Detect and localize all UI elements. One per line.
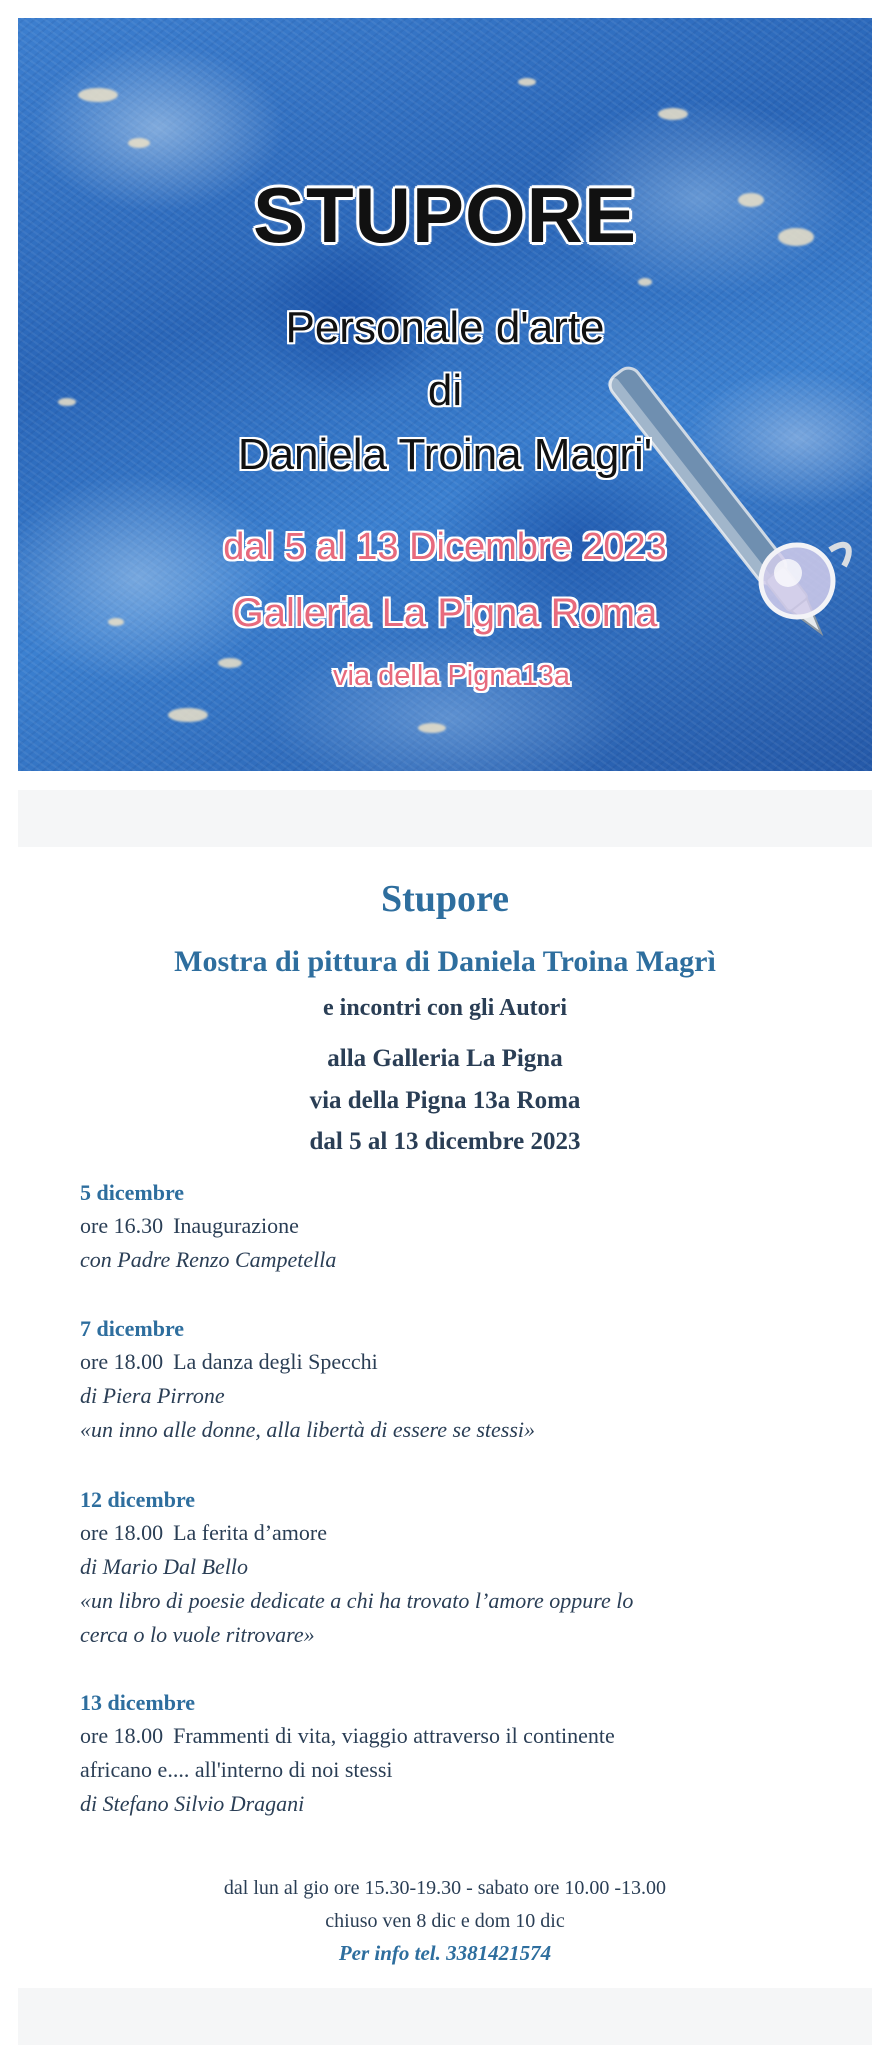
poster-address: via della Pigna13a <box>333 660 571 692</box>
event-item <box>80 1484 840 1652</box>
event-time: ore 18.00 <box>80 1723 164 1748</box>
separator-band <box>18 790 872 847</box>
event-date: 13 dicembre <box>80 1690 196 1715</box>
poster-gallery: Galleria La Pigna Roma <box>232 591 658 635</box>
event-author: di Mario Dal Bello <box>80 1554 249 1579</box>
flyer-venue-line2: via della Pigna 13a Roma <box>309 1087 581 1114</box>
event-flyer <box>0 847 890 1988</box>
event-time: ore 18.00 <box>80 1349 164 1374</box>
event-title: Frammenti di vita, viaggio attraverso il continente <box>173 1723 615 1748</box>
event-time-title <box>80 1516 840 1550</box>
event-author: di Stefano Silvio Dragani <box>80 1791 305 1816</box>
event-title-cont: africano e.... all'interno di noi stessi <box>80 1757 393 1782</box>
opening-hours: dal lun al gio ore 15.30-19.30 - sabato ore 10.00 -13.00 <box>223 1877 667 1899</box>
event-item <box>80 1313 840 1447</box>
event-item <box>80 1177 840 1277</box>
event-host: con Padre Renzo Campetella <box>80 1247 337 1272</box>
event-time: ore 18.00 <box>80 1520 164 1545</box>
poster-subtitle-line2: di <box>427 366 463 415</box>
event-item <box>80 1687 840 1821</box>
event-quote: «un libro di poesie dedicate a chi ha trovato l’amore oppure lo <box>80 1588 634 1613</box>
poster-artist-name: Daniela Troina Magri' <box>237 430 653 479</box>
poster-title: STUPORE <box>252 171 638 259</box>
event-title: La danza degli Specchi <box>173 1349 378 1374</box>
event-quote: «un inno alle donne, alla libertà di essere se stessi» <box>80 1417 536 1442</box>
event-quote-cont: cerca o lo vuole ritrovare» <box>80 1622 315 1647</box>
flyer-venue-line3: dal 5 al 13 dicembre 2023 <box>309 1128 581 1155</box>
event-date: 7 dicembre <box>80 1316 185 1341</box>
flyer-meetings: e incontri con gli Autori <box>323 995 567 1021</box>
event-title: La ferita d’amore <box>173 1520 327 1545</box>
event-date: 5 dicembre <box>80 1180 185 1205</box>
info-phone: Per info tel. 3381421574 <box>338 1941 552 1965</box>
flyer-subtitle: Mostra di pittura di Daniela Troina Magrì <box>174 945 716 978</box>
flyer-venue-line1: alla Galleria La Pigna <box>327 1045 563 1072</box>
event-time: ore 16.30 <box>80 1213 164 1238</box>
event-title: Inaugurazione <box>173 1213 299 1238</box>
flyer-title: Stupore <box>380 878 510 920</box>
event-date: 12 dicembre <box>80 1487 196 1512</box>
event-author: di Piera Pirrone <box>80 1383 225 1408</box>
event-time-title <box>80 1209 840 1243</box>
closed-days: chiuso ven 8 dic e dom 10 dic <box>325 1910 565 1932</box>
poster-image <box>18 18 872 771</box>
poster-subtitle-line1: Personale d'arte <box>285 303 605 352</box>
event-time-title <box>80 1345 840 1379</box>
poster-dates: dal 5 al 13 Dicembre 2023 <box>223 526 667 568</box>
separator-band <box>18 1988 872 2045</box>
event-time-title <box>80 1719 840 1753</box>
